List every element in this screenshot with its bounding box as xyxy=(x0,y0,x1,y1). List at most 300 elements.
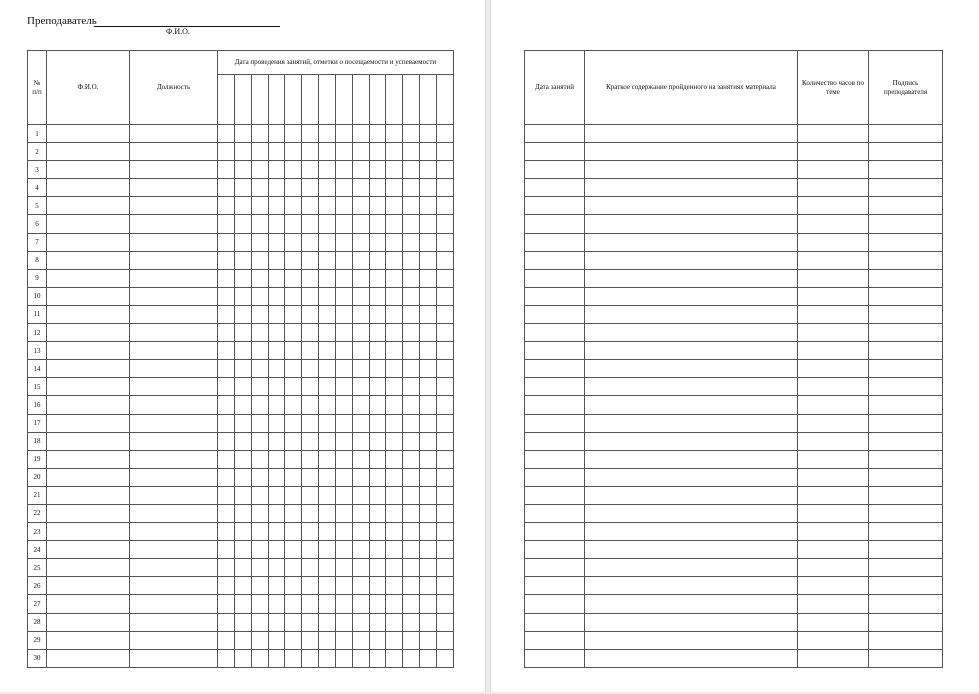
attendance-cell[interactable] xyxy=(403,143,420,161)
attendance-cell[interactable] xyxy=(218,197,235,215)
attendance-cell[interactable] xyxy=(268,342,285,360)
attendance-cell[interactable] xyxy=(352,287,369,305)
signature-cell[interactable] xyxy=(869,468,943,486)
signature-cell[interactable] xyxy=(869,577,943,595)
attendance-cell[interactable] xyxy=(268,360,285,378)
lesson-date-cell[interactable] xyxy=(525,432,585,450)
attendance-cell[interactable] xyxy=(218,215,235,233)
attendance-cell[interactable] xyxy=(436,215,453,233)
attendance-cell[interactable] xyxy=(234,486,251,504)
fio-cell[interactable] xyxy=(47,378,130,396)
attendance-cell[interactable] xyxy=(352,396,369,414)
attendance-cell[interactable] xyxy=(251,233,268,251)
hours-cell[interactable] xyxy=(798,541,869,559)
attendance-cell[interactable] xyxy=(268,468,285,486)
signature-cell[interactable] xyxy=(869,305,943,323)
fio-cell[interactable] xyxy=(47,269,130,287)
attendance-cell[interactable] xyxy=(234,360,251,378)
attendance-cell[interactable] xyxy=(420,631,437,649)
attendance-cell[interactable] xyxy=(369,269,386,287)
summary-cell[interactable] xyxy=(585,486,798,504)
attendance-cell[interactable] xyxy=(420,468,437,486)
attendance-cell[interactable] xyxy=(386,559,403,577)
attendance-cell[interactable] xyxy=(436,269,453,287)
attendance-cell[interactable] xyxy=(386,613,403,631)
fio-cell[interactable] xyxy=(47,577,130,595)
attendance-cell[interactable] xyxy=(335,486,352,504)
attendance-cell[interactable] xyxy=(268,197,285,215)
attendance-cell[interactable] xyxy=(386,360,403,378)
attendance-cell[interactable] xyxy=(319,559,336,577)
attendance-cell[interactable] xyxy=(251,342,268,360)
hours-cell[interactable] xyxy=(798,143,869,161)
position-cell[interactable] xyxy=(130,305,218,323)
position-cell[interactable] xyxy=(130,324,218,342)
signature-cell[interactable] xyxy=(869,233,943,251)
attendance-cell[interactable] xyxy=(436,197,453,215)
lesson-date-cell[interactable] xyxy=(525,649,585,667)
attendance-cell[interactable] xyxy=(268,631,285,649)
attendance-cell[interactable] xyxy=(302,197,319,215)
attendance-cell[interactable] xyxy=(319,378,336,396)
attendance-cell[interactable] xyxy=(302,577,319,595)
attendance-cell[interactable] xyxy=(386,143,403,161)
attendance-cell[interactable] xyxy=(436,125,453,143)
attendance-cell[interactable] xyxy=(234,251,251,269)
attendance-cell[interactable] xyxy=(369,486,386,504)
signature-cell[interactable] xyxy=(869,414,943,432)
attendance-cell[interactable] xyxy=(251,324,268,342)
attendance-cell[interactable] xyxy=(268,414,285,432)
attendance-cell[interactable] xyxy=(234,342,251,360)
attendance-cell[interactable] xyxy=(352,179,369,197)
fio-cell[interactable] xyxy=(47,233,130,251)
attendance-cell[interactable] xyxy=(420,251,437,269)
attendance-cell[interactable] xyxy=(285,287,302,305)
attendance-cell[interactable] xyxy=(352,161,369,179)
attendance-cell[interactable] xyxy=(251,613,268,631)
attendance-cell[interactable] xyxy=(369,523,386,541)
attendance-cell[interactable] xyxy=(403,432,420,450)
attendance-cell[interactable] xyxy=(420,179,437,197)
signature-cell[interactable] xyxy=(869,324,943,342)
position-cell[interactable] xyxy=(130,559,218,577)
attendance-cell[interactable] xyxy=(420,287,437,305)
attendance-cell[interactable] xyxy=(302,324,319,342)
lesson-date-cell[interactable] xyxy=(525,233,585,251)
fio-cell[interactable] xyxy=(47,305,130,323)
attendance-cell[interactable] xyxy=(285,233,302,251)
attendance-cell[interactable] xyxy=(251,125,268,143)
attendance-cell[interactable] xyxy=(352,125,369,143)
attendance-cell[interactable] xyxy=(285,324,302,342)
attendance-cell[interactable] xyxy=(436,577,453,595)
attendance-cell[interactable] xyxy=(436,342,453,360)
signature-cell[interactable] xyxy=(869,432,943,450)
attendance-cell[interactable] xyxy=(420,360,437,378)
attendance-cell[interactable] xyxy=(268,504,285,522)
position-cell[interactable] xyxy=(130,143,218,161)
attendance-cell[interactable] xyxy=(268,305,285,323)
attendance-cell[interactable] xyxy=(268,269,285,287)
attendance-cell[interactable] xyxy=(268,143,285,161)
attendance-cell[interactable] xyxy=(369,559,386,577)
summary-cell[interactable] xyxy=(585,324,798,342)
attendance-cell[interactable] xyxy=(302,559,319,577)
attendance-cell[interactable] xyxy=(352,486,369,504)
attendance-cell[interactable] xyxy=(369,215,386,233)
date-column-header[interactable] xyxy=(403,75,420,125)
attendance-cell[interactable] xyxy=(251,523,268,541)
attendance-cell[interactable] xyxy=(285,613,302,631)
attendance-cell[interactable] xyxy=(218,577,235,595)
attendance-cell[interactable] xyxy=(403,305,420,323)
attendance-cell[interactable] xyxy=(369,414,386,432)
attendance-cell[interactable] xyxy=(335,360,352,378)
attendance-cell[interactable] xyxy=(403,631,420,649)
hours-cell[interactable] xyxy=(798,595,869,613)
attendance-cell[interactable] xyxy=(335,541,352,559)
attendance-cell[interactable] xyxy=(319,523,336,541)
attendance-cell[interactable] xyxy=(268,324,285,342)
attendance-cell[interactable] xyxy=(234,396,251,414)
attendance-cell[interactable] xyxy=(234,414,251,432)
attendance-cell[interactable] xyxy=(234,287,251,305)
attendance-cell[interactable] xyxy=(234,432,251,450)
attendance-cell[interactable] xyxy=(386,342,403,360)
signature-cell[interactable] xyxy=(869,251,943,269)
fio-cell[interactable] xyxy=(47,504,130,522)
attendance-cell[interactable] xyxy=(335,287,352,305)
attendance-cell[interactable] xyxy=(302,161,319,179)
signature-cell[interactable] xyxy=(869,125,943,143)
attendance-cell[interactable] xyxy=(302,287,319,305)
summary-cell[interactable] xyxy=(585,215,798,233)
attendance-cell[interactable] xyxy=(302,143,319,161)
attendance-cell[interactable] xyxy=(386,649,403,667)
attendance-cell[interactable] xyxy=(218,143,235,161)
attendance-cell[interactable] xyxy=(319,287,336,305)
attendance-cell[interactable] xyxy=(319,414,336,432)
summary-cell[interactable] xyxy=(585,541,798,559)
hours-cell[interactable] xyxy=(798,179,869,197)
attendance-cell[interactable] xyxy=(218,450,235,468)
summary-cell[interactable] xyxy=(585,631,798,649)
signature-cell[interactable] xyxy=(869,559,943,577)
attendance-cell[interactable] xyxy=(420,450,437,468)
attendance-cell[interactable] xyxy=(319,577,336,595)
summary-cell[interactable] xyxy=(585,450,798,468)
summary-cell[interactable] xyxy=(585,251,798,269)
position-cell[interactable] xyxy=(130,360,218,378)
attendance-cell[interactable] xyxy=(420,378,437,396)
position-cell[interactable] xyxy=(130,577,218,595)
fio-cell[interactable] xyxy=(47,486,130,504)
position-cell[interactable] xyxy=(130,504,218,522)
attendance-cell[interactable] xyxy=(251,251,268,269)
attendance-cell[interactable] xyxy=(218,541,235,559)
attendance-cell[interactable] xyxy=(386,233,403,251)
hours-cell[interactable] xyxy=(798,378,869,396)
lesson-date-cell[interactable] xyxy=(525,541,585,559)
attendance-cell[interactable] xyxy=(218,125,235,143)
attendance-cell[interactable] xyxy=(335,468,352,486)
attendance-cell[interactable] xyxy=(319,486,336,504)
attendance-cell[interactable] xyxy=(335,143,352,161)
attendance-cell[interactable] xyxy=(268,251,285,269)
attendance-cell[interactable] xyxy=(218,360,235,378)
attendance-cell[interactable] xyxy=(319,342,336,360)
attendance-cell[interactable] xyxy=(285,541,302,559)
attendance-cell[interactable] xyxy=(302,450,319,468)
date-column-header[interactable] xyxy=(335,75,352,125)
attendance-cell[interactable] xyxy=(251,559,268,577)
hours-cell[interactable] xyxy=(798,486,869,504)
attendance-cell[interactable] xyxy=(420,161,437,179)
position-cell[interactable] xyxy=(130,396,218,414)
attendance-cell[interactable] xyxy=(251,468,268,486)
signature-cell[interactable] xyxy=(869,179,943,197)
attendance-cell[interactable] xyxy=(268,541,285,559)
signature-cell[interactable] xyxy=(869,161,943,179)
attendance-cell[interactable] xyxy=(285,486,302,504)
attendance-cell[interactable] xyxy=(319,179,336,197)
attendance-cell[interactable] xyxy=(352,595,369,613)
attendance-cell[interactable] xyxy=(285,559,302,577)
attendance-cell[interactable] xyxy=(386,577,403,595)
date-column-header[interactable] xyxy=(319,75,336,125)
attendance-cell[interactable] xyxy=(319,504,336,522)
attendance-cell[interactable] xyxy=(386,541,403,559)
attendance-cell[interactable] xyxy=(285,396,302,414)
lesson-date-cell[interactable] xyxy=(525,161,585,179)
attendance-cell[interactable] xyxy=(319,125,336,143)
attendance-cell[interactable] xyxy=(420,342,437,360)
attendance-cell[interactable] xyxy=(335,125,352,143)
attendance-cell[interactable] xyxy=(251,179,268,197)
attendance-cell[interactable] xyxy=(285,269,302,287)
attendance-cell[interactable] xyxy=(268,559,285,577)
attendance-cell[interactable] xyxy=(234,631,251,649)
signature-cell[interactable] xyxy=(869,287,943,305)
attendance-cell[interactable] xyxy=(234,125,251,143)
attendance-cell[interactable] xyxy=(335,269,352,287)
attendance-cell[interactable] xyxy=(285,251,302,269)
attendance-cell[interactable] xyxy=(319,468,336,486)
signature-cell[interactable] xyxy=(869,595,943,613)
attendance-cell[interactable] xyxy=(319,595,336,613)
position-cell[interactable] xyxy=(130,486,218,504)
attendance-cell[interactable] xyxy=(268,161,285,179)
attendance-cell[interactable] xyxy=(335,631,352,649)
attendance-cell[interactable] xyxy=(369,305,386,323)
attendance-cell[interactable] xyxy=(285,432,302,450)
attendance-cell[interactable] xyxy=(302,305,319,323)
hours-cell[interactable] xyxy=(798,613,869,631)
attendance-cell[interactable] xyxy=(218,342,235,360)
position-cell[interactable] xyxy=(130,269,218,287)
hours-cell[interactable] xyxy=(798,414,869,432)
hours-cell[interactable] xyxy=(798,523,869,541)
attendance-cell[interactable] xyxy=(335,378,352,396)
attendance-cell[interactable] xyxy=(218,631,235,649)
attendance-cell[interactable] xyxy=(285,125,302,143)
lesson-date-cell[interactable] xyxy=(525,269,585,287)
summary-cell[interactable] xyxy=(585,432,798,450)
attendance-cell[interactable] xyxy=(403,378,420,396)
attendance-cell[interactable] xyxy=(218,414,235,432)
attendance-cell[interactable] xyxy=(436,179,453,197)
attendance-cell[interactable] xyxy=(369,143,386,161)
attendance-cell[interactable] xyxy=(319,631,336,649)
attendance-cell[interactable] xyxy=(319,251,336,269)
lesson-date-cell[interactable] xyxy=(525,287,585,305)
signature-cell[interactable] xyxy=(869,360,943,378)
signature-cell[interactable] xyxy=(869,143,943,161)
attendance-cell[interactable] xyxy=(285,595,302,613)
attendance-cell[interactable] xyxy=(218,649,235,667)
fio-cell[interactable] xyxy=(47,450,130,468)
fio-cell[interactable] xyxy=(47,179,130,197)
attendance-cell[interactable] xyxy=(251,595,268,613)
hours-cell[interactable] xyxy=(798,305,869,323)
hours-cell[interactable] xyxy=(798,432,869,450)
attendance-cell[interactable] xyxy=(369,613,386,631)
attendance-cell[interactable] xyxy=(302,269,319,287)
position-cell[interactable] xyxy=(130,541,218,559)
lesson-date-cell[interactable] xyxy=(525,559,585,577)
attendance-cell[interactable] xyxy=(218,613,235,631)
attendance-cell[interactable] xyxy=(352,251,369,269)
attendance-cell[interactable] xyxy=(403,360,420,378)
attendance-cell[interactable] xyxy=(319,432,336,450)
attendance-cell[interactable] xyxy=(436,143,453,161)
attendance-cell[interactable] xyxy=(335,215,352,233)
attendance-cell[interactable] xyxy=(352,143,369,161)
attendance-cell[interactable] xyxy=(403,161,420,179)
attendance-cell[interactable] xyxy=(218,595,235,613)
attendance-cell[interactable] xyxy=(420,649,437,667)
lesson-date-cell[interactable] xyxy=(525,613,585,631)
attendance-cell[interactable] xyxy=(352,649,369,667)
summary-cell[interactable] xyxy=(585,523,798,541)
signature-cell[interactable] xyxy=(869,342,943,360)
date-column-header[interactable] xyxy=(218,75,235,125)
attendance-cell[interactable] xyxy=(302,414,319,432)
attendance-cell[interactable] xyxy=(302,342,319,360)
attendance-cell[interactable] xyxy=(436,305,453,323)
summary-cell[interactable] xyxy=(585,613,798,631)
attendance-cell[interactable] xyxy=(234,143,251,161)
hours-cell[interactable] xyxy=(798,324,869,342)
attendance-cell[interactable] xyxy=(251,414,268,432)
date-column-header[interactable] xyxy=(251,75,268,125)
attendance-cell[interactable] xyxy=(319,161,336,179)
summary-cell[interactable] xyxy=(585,414,798,432)
attendance-cell[interactable] xyxy=(436,631,453,649)
position-cell[interactable] xyxy=(130,197,218,215)
attendance-cell[interactable] xyxy=(251,631,268,649)
attendance-cell[interactable] xyxy=(335,179,352,197)
hours-cell[interactable] xyxy=(798,287,869,305)
attendance-cell[interactable] xyxy=(386,287,403,305)
attendance-cell[interactable] xyxy=(352,342,369,360)
attendance-cell[interactable] xyxy=(234,595,251,613)
attendance-cell[interactable] xyxy=(436,613,453,631)
attendance-cell[interactable] xyxy=(285,143,302,161)
signature-cell[interactable] xyxy=(869,649,943,667)
attendance-cell[interactable] xyxy=(335,396,352,414)
attendance-cell[interactable] xyxy=(268,595,285,613)
summary-cell[interactable] xyxy=(585,143,798,161)
attendance-cell[interactable] xyxy=(436,161,453,179)
hours-cell[interactable] xyxy=(798,450,869,468)
date-column-header[interactable] xyxy=(352,75,369,125)
attendance-cell[interactable] xyxy=(218,324,235,342)
attendance-cell[interactable] xyxy=(436,233,453,251)
attendance-cell[interactable] xyxy=(218,251,235,269)
attendance-cell[interactable] xyxy=(420,269,437,287)
attendance-cell[interactable] xyxy=(268,287,285,305)
attendance-cell[interactable] xyxy=(302,360,319,378)
date-column-header[interactable] xyxy=(436,75,453,125)
attendance-cell[interactable] xyxy=(319,305,336,323)
attendance-cell[interactable] xyxy=(386,324,403,342)
fio-cell[interactable] xyxy=(47,251,130,269)
date-column-header[interactable] xyxy=(386,75,403,125)
attendance-cell[interactable] xyxy=(352,541,369,559)
attendance-cell[interactable] xyxy=(234,215,251,233)
attendance-cell[interactable] xyxy=(403,486,420,504)
attendance-cell[interactable] xyxy=(436,523,453,541)
hours-cell[interactable] xyxy=(798,577,869,595)
attendance-cell[interactable] xyxy=(386,215,403,233)
hours-cell[interactable] xyxy=(798,649,869,667)
attendance-cell[interactable] xyxy=(285,450,302,468)
lesson-date-cell[interactable] xyxy=(525,414,585,432)
attendance-cell[interactable] xyxy=(352,559,369,577)
fio-cell[interactable] xyxy=(47,396,130,414)
hours-cell[interactable] xyxy=(798,559,869,577)
attendance-cell[interactable] xyxy=(369,577,386,595)
attendance-cell[interactable] xyxy=(369,287,386,305)
position-cell[interactable] xyxy=(130,179,218,197)
fio-cell[interactable] xyxy=(47,631,130,649)
attendance-cell[interactable] xyxy=(403,269,420,287)
attendance-cell[interactable] xyxy=(386,161,403,179)
attendance-cell[interactable] xyxy=(268,378,285,396)
attendance-cell[interactable] xyxy=(234,233,251,251)
hours-cell[interactable] xyxy=(798,468,869,486)
attendance-cell[interactable] xyxy=(234,305,251,323)
attendance-cell[interactable] xyxy=(285,468,302,486)
attendance-cell[interactable] xyxy=(436,287,453,305)
attendance-cell[interactable] xyxy=(251,396,268,414)
attendance-cell[interactable] xyxy=(386,269,403,287)
attendance-cell[interactable] xyxy=(335,523,352,541)
position-cell[interactable] xyxy=(130,432,218,450)
fio-cell[interactable] xyxy=(47,613,130,631)
fio-cell[interactable] xyxy=(47,468,130,486)
attendance-cell[interactable] xyxy=(352,450,369,468)
attendance-cell[interactable] xyxy=(403,541,420,559)
summary-cell[interactable] xyxy=(585,649,798,667)
signature-cell[interactable] xyxy=(869,523,943,541)
position-cell[interactable] xyxy=(130,342,218,360)
lesson-date-cell[interactable] xyxy=(525,179,585,197)
attendance-cell[interactable] xyxy=(420,595,437,613)
hours-cell[interactable] xyxy=(798,233,869,251)
